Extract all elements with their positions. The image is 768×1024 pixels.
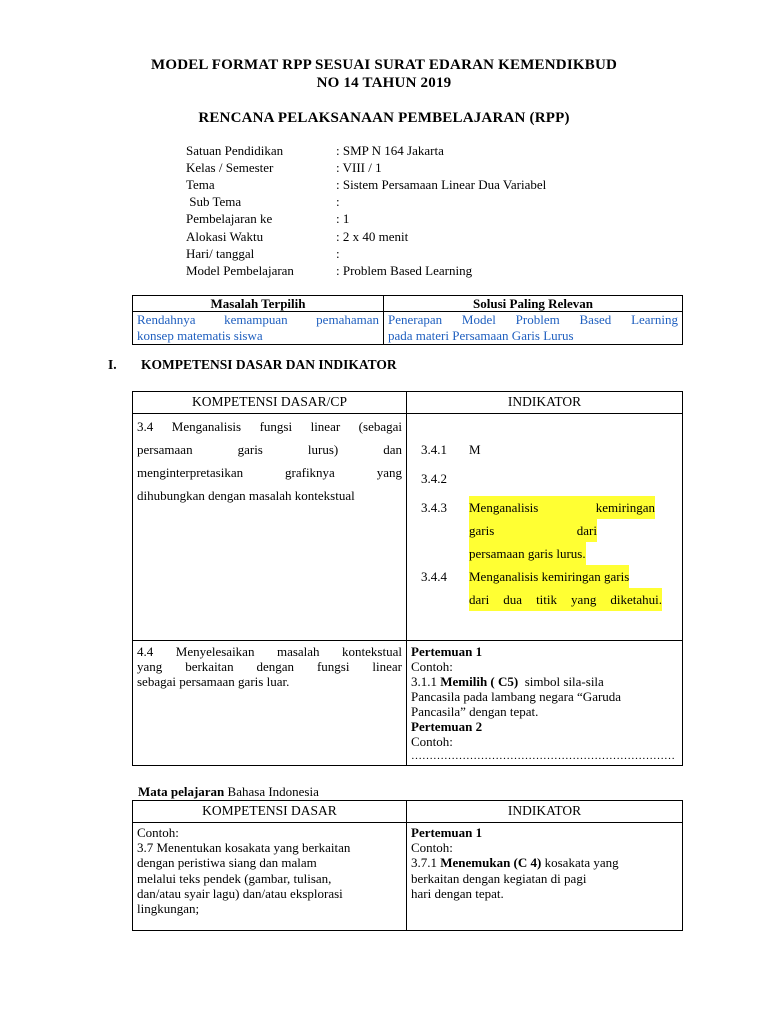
example-label: Contoh:: [411, 734, 453, 749]
identity-label: Alokasi Waktu: [186, 229, 264, 244]
kd-text-line: persamaan garis lurus) dan: [137, 442, 402, 457]
indicator-text: dari dua titik yang diketahui.: [469, 588, 662, 611]
identity-label: Kelas / Semester: [186, 160, 274, 175]
identity-value: : Problem Based Learning: [336, 263, 473, 278]
doc-title-line1: MODEL FORMAT RPP SESUAI SURAT EDARAN KEMENDIKBUD: [150, 57, 618, 73]
kd-text-line: dengan peristiwa siang dan malam: [137, 855, 317, 871]
kd-text-line: 4.4 Menyelesaikan masalah kontekstual: [137, 644, 402, 659]
subject-label: Mata pelajaran: [138, 784, 225, 799]
identity-row: [186, 262, 646, 279]
kd-text-line: dan/atau syair lagu) dan/atau eksplorasi: [137, 885, 343, 901]
doc-title-line2: NO 14 TAHUN 2019: [316, 75, 452, 91]
indicator-text: garis dari: [469, 519, 597, 542]
identity-label: Satuan Pendidikan: [186, 143, 284, 158]
example-label: Contoh:: [411, 659, 453, 674]
identity-row: [186, 193, 646, 210]
identity-row: [186, 210, 646, 227]
kd-text-line: 3.4 Menganalisis fungsi linear (sebagai: [137, 419, 402, 434]
indicator-cell-3-4: [407, 414, 683, 641]
kd-cell-3-4: [133, 414, 407, 641]
example-line: [411, 674, 678, 689]
identity-value: : 2 x 40 menit: [336, 229, 409, 244]
example-verb: Memilih ( C5): [440, 674, 519, 689]
table-header-kd: KOMPETENSI DASAR: [133, 801, 407, 823]
indicator-text: M: [469, 442, 481, 457]
bi-indicator-cell: [407, 823, 683, 931]
table-header-problem: Masalah Terpilih: [133, 296, 384, 312]
indicator-number: 3.4.3: [421, 500, 447, 515]
identity-value: : 1: [336, 211, 350, 226]
indicator-text: Menganalisis kemiringan garis: [469, 565, 629, 588]
example-line: Pancasila” dengan tepat.: [411, 704, 539, 719]
identity-label: Sub Tema: [186, 194, 242, 209]
indicator-row: [411, 438, 678, 461]
kd-cell-4-4: [133, 641, 407, 766]
kd-text-line: lingkungan;: [137, 901, 200, 917]
problem-cell: [133, 312, 384, 345]
indicator-number: 3.4.2: [421, 471, 447, 486]
indicator-cell-4-4: [407, 641, 683, 766]
indicator-number: 3.4.1: [421, 442, 447, 457]
table-header-kd: KOMPETENSI DASAR/CP: [133, 392, 407, 414]
section-title: KOMPETENSI DASAR DAN INDIKATOR: [141, 357, 397, 372]
identity-row: [186, 142, 646, 159]
identity-label: Pembelajaran ke: [186, 211, 273, 226]
example-rest: simbol sila-sila: [518, 674, 604, 689]
indicator-row: [411, 496, 678, 519]
kd-text-line: 3.7 Menentukan kosakata yang berkaitan: [137, 840, 351, 856]
example-number: 3.1.1: [411, 674, 441, 689]
identity-label: Hari/ tanggal: [186, 246, 255, 261]
table-header-indicator: INDIKATOR: [407, 801, 683, 823]
kd-text-line: yang berkaitan dengan fungsi linear: [137, 659, 402, 674]
indicator-row: [411, 519, 678, 542]
indicator-row: [411, 542, 678, 565]
indicator-rest: kosakata yang: [541, 855, 619, 871]
indicator-text: Menganalisis kemiringan: [469, 496, 655, 519]
identity-row: [186, 159, 646, 176]
problem-text-line: Rendahnya kemampuan pemahaman: [137, 312, 379, 327]
indicator-verb: Menemukan (C 4): [440, 855, 542, 871]
identity-row: [186, 245, 646, 262]
indicator-line: [411, 855, 678, 870]
solution-text-line: Penerapan Model Problem Based Learning: [388, 312, 678, 327]
kd-text-line: sebagai persamaan garis luar.: [137, 674, 290, 689]
identity-value: :: [336, 194, 340, 209]
doc-subtitle: RENCANA PELAKSANAAN PEMBELAJARAN (RPP): [198, 110, 570, 126]
identity-value: : VIII / 1: [336, 160, 382, 175]
identity-row: [186, 228, 646, 245]
example-label: Contoh:: [411, 840, 453, 856]
indicator-line: hari dengan tepat.: [411, 885, 504, 901]
dotted-line: ………………………………………………………………: [411, 750, 675, 762]
subject-line: [138, 784, 319, 800]
example-line: Pancasila pada lambang negara “Garuda: [411, 689, 622, 704]
section-number: I.: [108, 357, 117, 372]
identity-value: : Sistem Persamaan Linear Dua Variabel: [336, 177, 547, 192]
indicator-number: 3.7.1: [411, 855, 441, 871]
kd-text-line: menginterpretasikan grafiknya yang: [137, 465, 402, 480]
identity-value: : SMP N 164 Jakarta: [336, 143, 444, 158]
meeting-label: Pertemuan 1: [411, 825, 483, 840]
problem-solution-table: [132, 295, 683, 345]
meeting-label: Pertemuan 2: [411, 719, 483, 734]
problem-text-line: konsep matematis siswa: [137, 328, 263, 343]
identity-label: Tema: [186, 177, 215, 192]
table-header-indicator: INDIKATOR: [407, 392, 683, 414]
indicator-number: 3.4.4: [421, 569, 447, 584]
kd-text-line: dihubungkan dengan masalah kontekstual: [137, 488, 355, 503]
solution-cell: [384, 312, 683, 345]
subject-value: Bahasa Indonesia: [224, 784, 319, 799]
indicator-line: berkaitan dengan kegiatan di pagi: [411, 870, 587, 886]
identity-row: [186, 176, 646, 193]
indicator-text: persamaan garis lurus.: [469, 542, 586, 565]
solution-text-line: pada materi Persamaan Garis Lurus: [388, 328, 574, 343]
indicator-row: [411, 467, 678, 490]
kd-text-line: Contoh:: [137, 825, 179, 840]
identity-value: :: [336, 246, 340, 261]
identity-label: Model Pembelajaran: [186, 263, 294, 278]
kd-indicator-table: [132, 391, 683, 766]
table-header-solution: Solusi Paling Relevan: [384, 296, 683, 312]
kd-text-line: melalui teks pendek (gambar, tulisan,: [137, 870, 332, 886]
indicator-row: [411, 588, 678, 611]
bi-kd-indicator-table: [132, 800, 683, 931]
meeting-label: Pertemuan 1: [411, 644, 483, 659]
bi-kd-cell: [133, 823, 407, 931]
indicator-row: [411, 565, 678, 588]
